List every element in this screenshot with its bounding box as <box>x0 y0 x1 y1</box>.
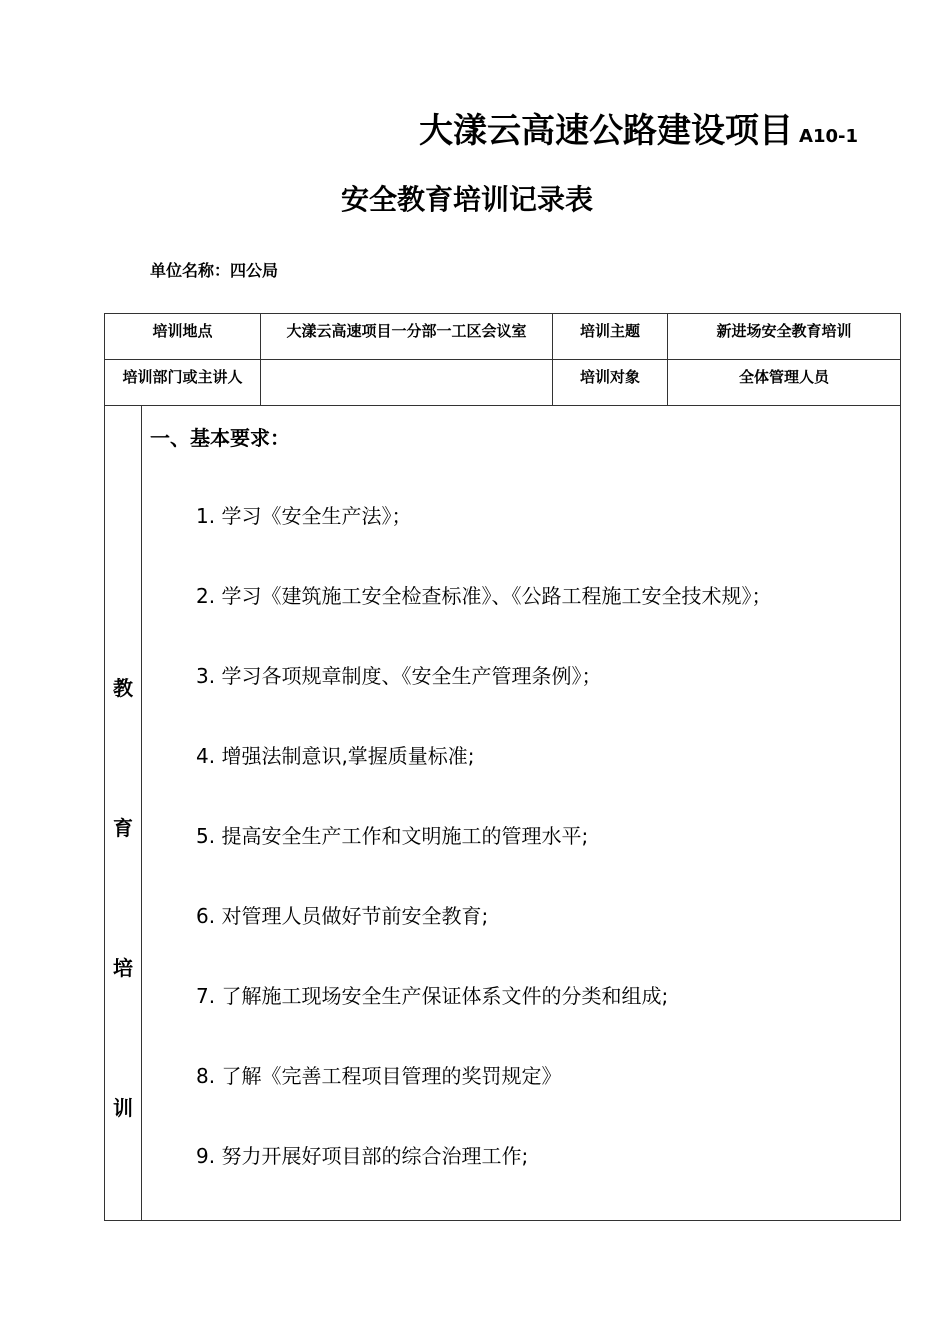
training-record-table <box>104 313 901 1221</box>
topic-label: 培训主题 <box>580 322 641 340</box>
dept-label-cell <box>105 360 261 406</box>
topic-value: 新进场安全教育培训 <box>716 322 852 340</box>
audience-value-cell <box>668 360 901 406</box>
side-label-char: 培 <box>113 956 133 980</box>
side-label-cell <box>105 406 142 1221</box>
side-label-char: 育 <box>113 816 133 840</box>
audience-value: 全体管理人员 <box>739 368 830 386</box>
document-title <box>419 103 858 152</box>
list-item: 7. 了解施工现场安全生产保证体系文件的分类和组成; <box>196 984 669 1008</box>
topic-value-cell <box>668 314 901 360</box>
side-label-char: 教 <box>113 676 133 700</box>
list-item: 5. 提高安全生产工作和文明施工的管理水平; <box>196 824 589 848</box>
unit-name-value: 四公局 <box>230 261 279 280</box>
list-item: 9. 努力开展好项目部的综合治理工作; <box>196 1144 529 1168</box>
unit-name-label: 单位名称： <box>150 261 231 280</box>
list-item: 2. 学习《建筑施工安全检查标准》、《公路工程施工安全技术规》； <box>196 584 772 608</box>
dept-value-cell <box>261 360 553 406</box>
list-item: 6. 对管理人员做好节前安全教育; <box>196 904 489 928</box>
list-item: 1. 学习《安全生产法》； <box>196 504 412 528</box>
location-label: 培训地点 <box>152 322 213 340</box>
topic-label-cell <box>553 314 668 360</box>
section-title: 一、基本要求： <box>150 426 290 450</box>
location-label-cell <box>105 314 261 360</box>
location-value-cell <box>261 314 553 360</box>
unit-name-line <box>150 258 278 281</box>
location-value: 大漾云高速项目一分部一工区会议室 <box>286 322 527 340</box>
project-title: 大漾云高速公路建设项目 <box>419 111 794 151</box>
form-subtitle: 安全教育培训记录表 <box>340 183 593 216</box>
table-row-location <box>105 314 901 360</box>
audience-label: 培训对象 <box>580 368 641 386</box>
table-row-department <box>105 360 901 406</box>
side-label-char: 训 <box>113 1096 133 1120</box>
table-row-content <box>105 406 901 1221</box>
audience-label-cell <box>553 360 668 406</box>
form-code: A10-1 <box>799 126 858 147</box>
content-cell <box>142 406 901 1221</box>
list-item: 8. 了解《完善工程项目管理的奖罚规定》 <box>196 1064 562 1088</box>
list-item: 4. 增强法制意识,掌握质量标准; <box>196 744 475 768</box>
list-item: 3. 学习各项规章制度、《安全生产管理条例》； <box>196 664 602 688</box>
dept-label: 培训部门或主讲人 <box>122 368 243 386</box>
